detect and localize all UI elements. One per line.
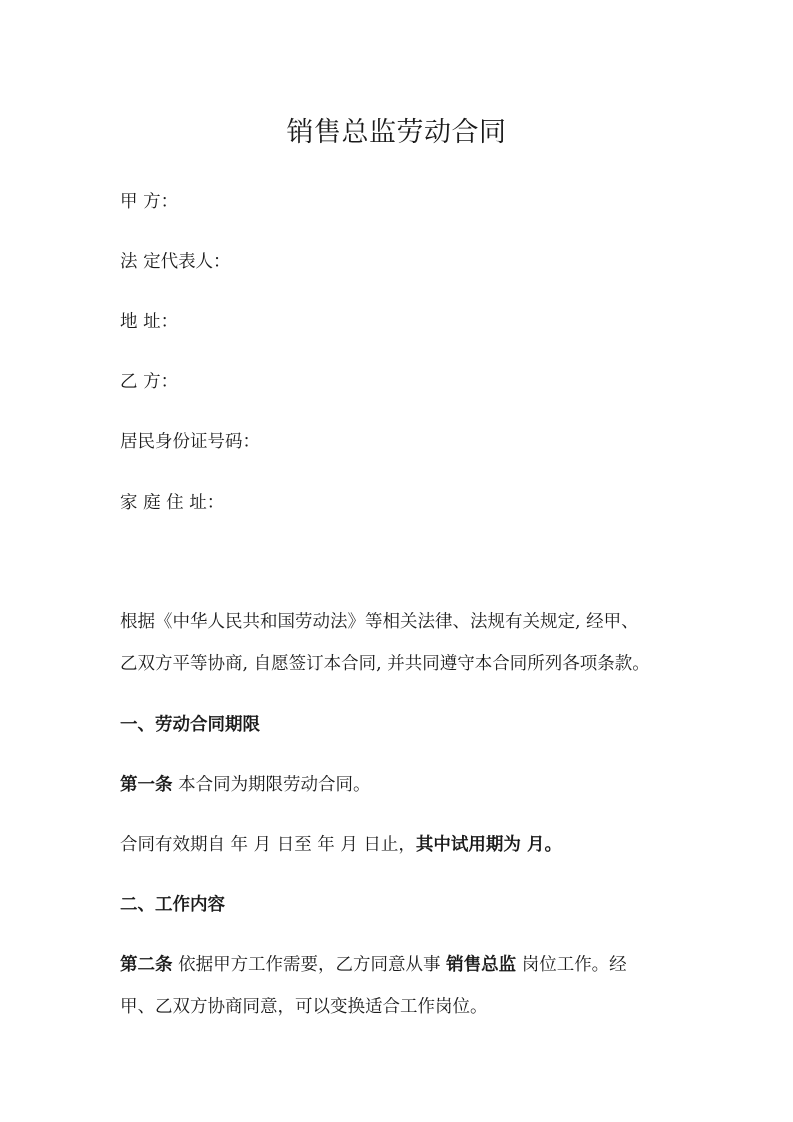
section-2-heading: 二、工作内容: [120, 895, 225, 915]
article-2-text-1: 依据甲方工作需要，乙方同意从事: [172, 955, 447, 975]
article-1: [120, 771, 371, 796]
article-2-text-2: 岗位工作。经: [516, 955, 627, 975]
legal-representative-label: 法 定代表人：: [120, 252, 231, 272]
article-2-line-2: 甲、乙双方协商同意，可以变换适合工作岗位。: [120, 997, 488, 1017]
address-label: 地 址：: [120, 312, 179, 332]
job-position: 销售总监: [446, 955, 517, 975]
home-address-label: 家 庭 住 址：: [120, 493, 225, 513]
document-title: 销售总监劳动合同: [286, 117, 507, 148]
article-2-line-1: [120, 951, 627, 976]
party-a-label: 甲 方：: [120, 192, 179, 212]
article-1-label: 第一条: [120, 775, 173, 795]
article-1-text: 本合同为期限劳动合同。: [172, 775, 371, 795]
preamble-line-1: 根据《中华人民共和国劳动法》等相关法律、法规有关规定, 经甲、: [120, 612, 639, 632]
contract-term-text: 合同有效期自 年 月 日至 年 月 日止，: [120, 835, 416, 855]
contract-term: [120, 831, 562, 856]
preamble-line-2: 乙双方平等协商, 自愿签订本合同, 并共同遵守本合同所列各项条款。: [120, 654, 650, 674]
section-1-heading: 一、劳动合同期限: [120, 715, 260, 735]
probation-period-text: 其中试用期为 月。: [415, 835, 562, 855]
id-number-label: 居民身份证号码：: [120, 432, 260, 452]
article-2-label: 第二条: [120, 955, 173, 975]
party-b-label: 乙 方：: [120, 372, 179, 392]
